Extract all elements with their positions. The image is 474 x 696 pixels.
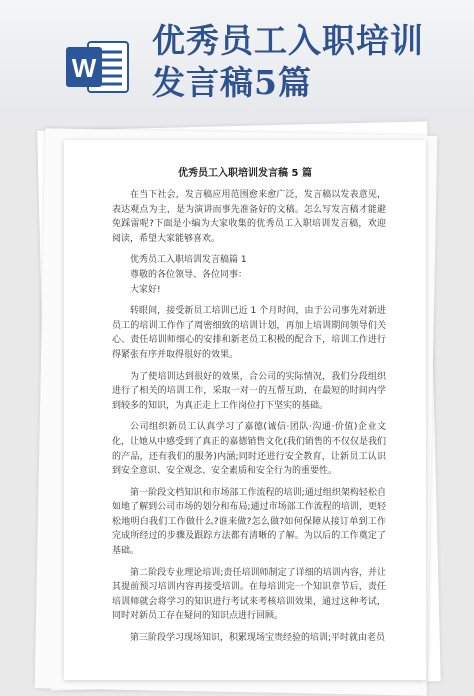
word-document-icon [64,38,130,96]
paragraph: 第一阶段文档知识和市场部工作流程的培训;通过组织架构轻松自如地了解到公司市场的划分和布局;通过市场部工作流程的培训，更轻松地明白我们工作做什么?谁来做?怎么做?如何保障从接订单到工作完成所经过的步骤及跟踪方法都有清晰的了解。为以后的工作奠定了基础。 [112,487,386,557]
paragraph: 大家好! [130,284,161,295]
title-banner [0,0,474,120]
document-body [112,188,386,653]
banner-title-line-2: 发言稿5篇 [152,63,312,102]
banner-title-line-1: 优秀员工入职培训 [152,21,424,60]
svg-text:W: W [71,53,97,83]
document-page [64,140,426,680]
banner-title [152,20,462,104]
paragraph: 第二阶段专业理论培训;责任培训师制定了详细的培训内容，并让其提前预习培训内容再接受培训。在每培训完一个知识章节后，责任培训师就会将学习的知识进行考试来考核培训效果，通过这种考试，同时对新员工存在疑问的知识点进行回顾。 [112,567,386,622]
paragraph: 优秀员工入职培训发言稿篇 1 [130,255,247,266]
paragraph: 公司组织新员工认真学习了嘉德(诚信·团队·沟通·价值)企业文化，让她从中感受到了真正的嘉德销售文化(我们销售的不仅仅是我们的产品，还有我们的服务)内涵;同时还进行安全教育，让新员工认识到安全意识、安全观念、安全素质和安全行为的重要性。 [112,422,386,477]
paragraph: 在当下社会，发言稿应用范围愈来愈广泛，发言稿以发表意见，表达观点为主，是为演讲而事先准备好的文稿。怎么写发言稿才能避免踩雷呢?下面是小编为大家收集的优秀员工入职培训发言稿，欢迎阅读，希望大家能够喜欢。 [112,190,386,244]
paragraph: 转眼间，接受新员工培训已近 1 个月时间，由于公司事先对新进员工的培训工作作了周密细致的培训计划，再加上培训期间领导们关心、责任培训师细心的安排和新老员工积极的配合下，培训工作进行得紧张有序并取得很好的效果。 [112,306,386,360]
document-title: 优秀员工入职培训发言稿 5 篇 [178,168,312,179]
paragraph: 第三阶段学习现场知识，积累现场宝贵经验的培训;平时就由老员 [130,633,386,644]
paragraph: 为了使培训达到很好的效果，合公司的实际情况，我们分段组织进行了相关的培训工作，采取一对一的互帮互助，在最短的时间内学到较多的知识，为真正走上工作岗位打下坚实的基础。 [112,371,386,411]
paragraph: 尊敬的各位领导、各位同事： [130,269,248,280]
